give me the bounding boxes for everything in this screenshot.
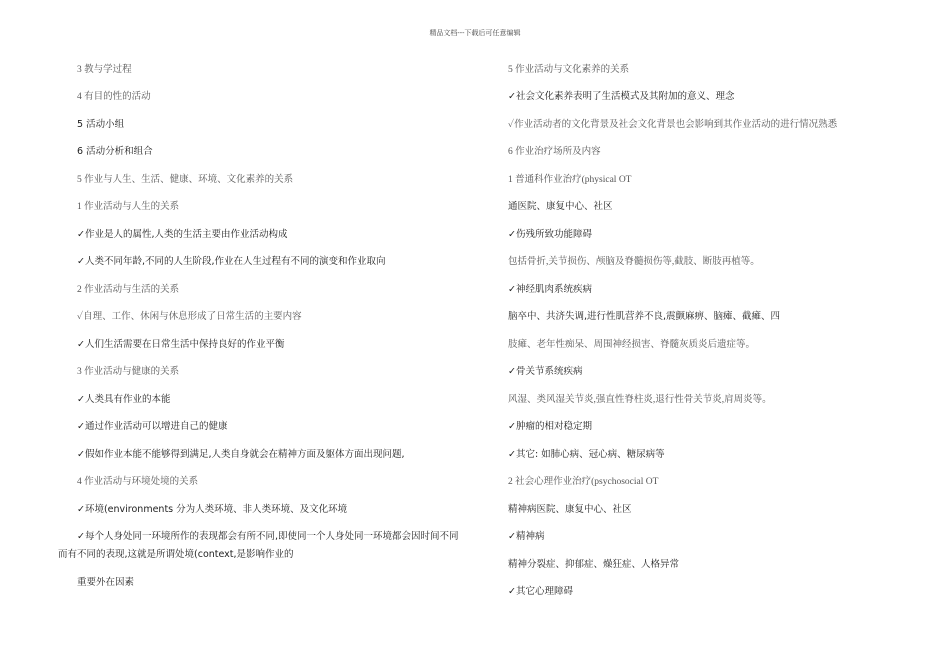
left-column-line: 而有不同的表现,这就是所谓处境(context,是影响作业的 [58, 549, 294, 560]
left-column-line: ✓人们生活需要在日常生活中保持良好的作业平衡 [77, 339, 285, 350]
left-column-line: ✓通过作业活动可以增进自己的健康 [77, 421, 228, 432]
right-column-line: 风湿、类风湿关节炎,强直性脊柱炎,退行性骨关节炎,肩周炎等。 [508, 395, 772, 405]
left-column-line: 2 作业活动与生活的关系 [77, 285, 180, 295]
right-column-line: ✓伤残所致功能障碍 [508, 229, 592, 240]
right-column-line: ✓精神病 [508, 531, 545, 542]
left-column-line: ✓自理、工作、休闲与休息形成了日常生活的主要内容 [77, 312, 302, 322]
right-column-line: ✓骨关节系统疾病 [508, 366, 583, 377]
left-column-line: 重要外在因素 [77, 577, 135, 588]
right-column-line: ✓其它: 如肺心病、冠心病、糖尿病等 [508, 449, 665, 460]
left-column-line: 3 教与学过程 [77, 65, 132, 75]
right-column-line: 肢瘫、老年性痴呆、周围神经损害、脊髓灰质炎后遗症等。 [508, 340, 756, 350]
right-column-line: 精神病医院、康复中心、社区 [508, 504, 632, 515]
left-column-line: 4 作业活动与环境处境的关系 [77, 477, 199, 487]
right-column-line: ✓作业活动者的文化背景及社会文化背景也会影响到其作业活动的进行情况熟悉 [508, 120, 838, 130]
right-column-line: ✓其它心理障碍 [508, 586, 573, 597]
right-column-line: 2 社会心理作业治疗(psychosocial OT [508, 477, 659, 487]
right-column-line: 1 普通科作业治疗(physical OT [508, 175, 632, 185]
right-column-line: 5 作业活动与文化素养的关系 [508, 65, 630, 75]
right-column-line: ✓肿瘤的相对稳定期 [508, 421, 592, 432]
left-column-line: ✓人类不同年龄,不同的人生阶段,作业在人生过程有不同的演变和作业取向 [77, 256, 386, 267]
right-column-line: 脑卒中、共济失调,进行性肌营养不良,震颤麻痹、脑瘫、截瘫、四 [508, 311, 781, 322]
left-column-line: ✓每个人身处同一环境所作的表现都会有所不同,即使同一个人身处同一环境都会因时间不同 [77, 531, 459, 542]
right-column-line: 6 作业治疗场所及内容 [508, 147, 601, 157]
left-column-line: ✓人类具有作业的本能 [77, 394, 171, 405]
page-header: 精品文档---下载后可任意编辑 [429, 29, 521, 37]
left-column-line: 6 活动分析和组合 [77, 146, 153, 157]
left-column-line: 4 有目的性的活动 [77, 92, 151, 102]
left-column-line: 5 活动小组 [77, 119, 125, 130]
right-column-line: 包括骨折,关节损伤、颅脑及脊髓损伤等,截肢、断肢再植等。 [508, 257, 760, 267]
left-column-line: 1 作业活动与人生的关系 [77, 202, 180, 212]
left-column-line: 3 作业活动与健康的关系 [77, 367, 180, 377]
right-column-line: 精神分裂症、抑郁症、燥狂症、人格异常 [508, 559, 680, 570]
left-column-line: ✓作业是人的属性,人类的生活主要由作业活动构成 [77, 229, 288, 240]
left-column-line: ✓假如作业本能不能够得到满足,人类自身就会在精神方面及躯体方面出现问题, [77, 449, 405, 460]
right-column-line: ✓神经肌肉系统疾病 [508, 284, 592, 295]
left-column-line: ✓环境(environments 分为人类环境、非人类环境、及文化环境 [77, 504, 348, 515]
left-column-line: 5 作业与人生、生活、健康、环境、文化素养的关系 [77, 175, 294, 185]
right-column-line: 通医院、康复中心、社区 [508, 201, 613, 212]
right-column-line: ✓社会文化素养表明了生活模式及其附加的意义、理念 [508, 91, 735, 102]
